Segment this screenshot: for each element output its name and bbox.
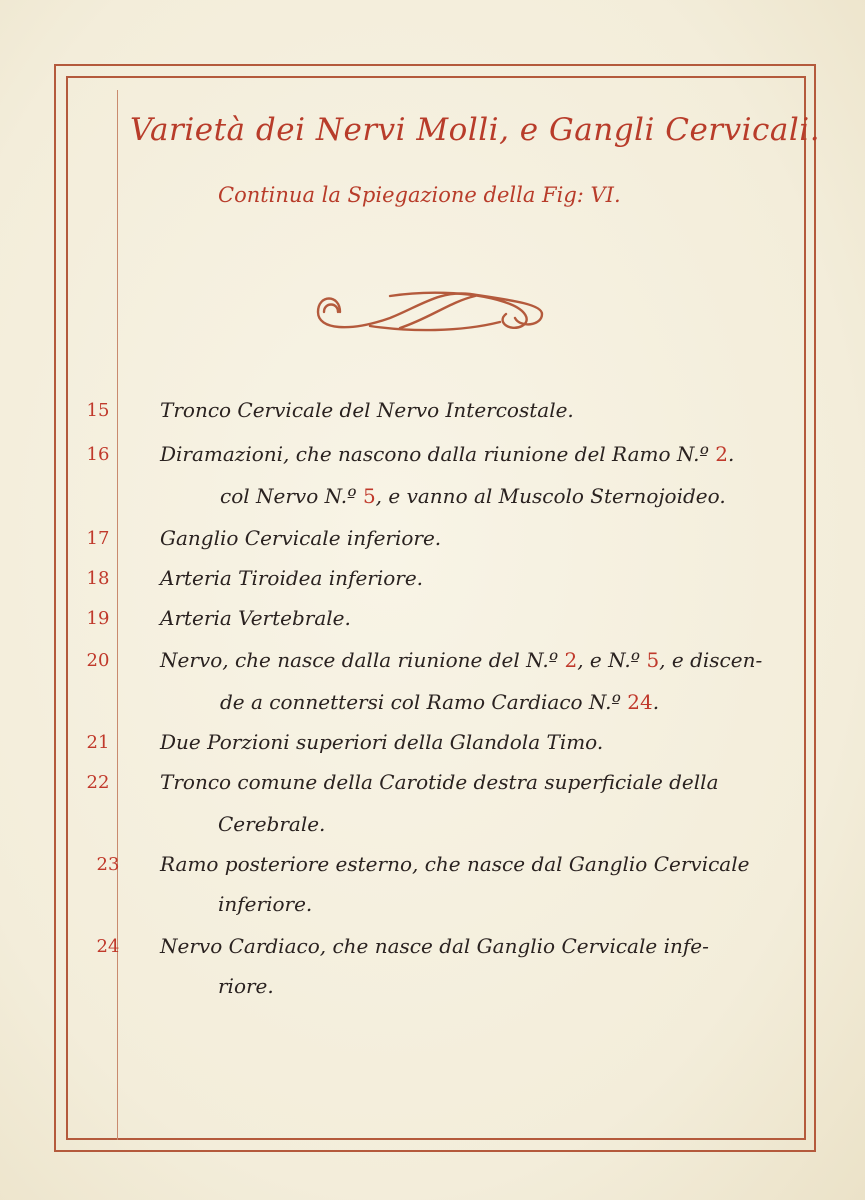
- entry-line: Arteria Vertebrale.: [160, 606, 351, 630]
- line-text: .: [652, 690, 660, 714]
- entry-number: 22: [86, 772, 110, 793]
- line-text: , e N.º: [577, 648, 647, 672]
- reference-number: 5: [646, 648, 660, 672]
- line-text: Diramazioni, che nascono dalla riunione del Ramo N.º: [160, 442, 716, 466]
- entry-line: [220, 690, 659, 714]
- entry-line: Nervo Cardiaco, che nasce dal Ganglio Cervicale infe-: [160, 934, 709, 958]
- entry-number: 21: [86, 732, 110, 753]
- entry-line: Tronco comune della Carotide destra superficiale della: [160, 770, 719, 794]
- reference-number: 2: [564, 648, 578, 672]
- entry-number: 20: [86, 650, 110, 671]
- entry-number: 17: [86, 528, 110, 549]
- reference-number: 5: [362, 484, 376, 508]
- entry-line: Arteria Tiroidea inferiore.: [160, 566, 424, 590]
- line-text: de a connettersi col Ramo Cardiaco N.º: [220, 690, 628, 714]
- entry-number: 24: [96, 936, 120, 957]
- entry-line: [220, 484, 726, 508]
- entry-number: 18: [86, 568, 110, 589]
- line-text: , e discen-: [659, 648, 763, 672]
- entry-line: inferiore.: [218, 892, 313, 916]
- calligraphic-flourish-icon: [310, 282, 550, 342]
- entry-number: 16: [86, 444, 110, 465]
- entry-line: Due Porzioni superiori della Glandola Timo.: [160, 730, 604, 754]
- line-text: , e vanno al Muscolo Sternojoideo.: [375, 484, 726, 508]
- entry-number: 15: [86, 400, 110, 421]
- entry-line: [160, 442, 734, 466]
- entry-line: riore.: [218, 974, 274, 998]
- entry-number: 23: [96, 854, 120, 875]
- line-text: Nervo, che nasce dalla riunione del N.º: [160, 648, 565, 672]
- reference-number: 2: [715, 442, 728, 466]
- page-title: Varietà dei Nervi Molli, e Gangli Cervicali.: [130, 112, 821, 148]
- page-subtitle: Continua la Spiegazione della Fig: VI.: [218, 183, 621, 207]
- entry-number: 19: [86, 608, 110, 629]
- reference-number: 24: [627, 690, 653, 714]
- entry-line: Cerebrale.: [218, 812, 326, 836]
- entry-line: Ganglio Cervicale inferiore.: [160, 526, 442, 550]
- entry-line: [160, 648, 762, 672]
- line-text: .: [727, 442, 735, 466]
- line-text: col Nervo N.º: [220, 484, 363, 508]
- entry-line: Ramo posteriore esterno, che nasce dal Ganglio Cervicale: [160, 852, 750, 876]
- entry-line: Tronco Cervicale del Nervo Intercostale.: [160, 398, 574, 422]
